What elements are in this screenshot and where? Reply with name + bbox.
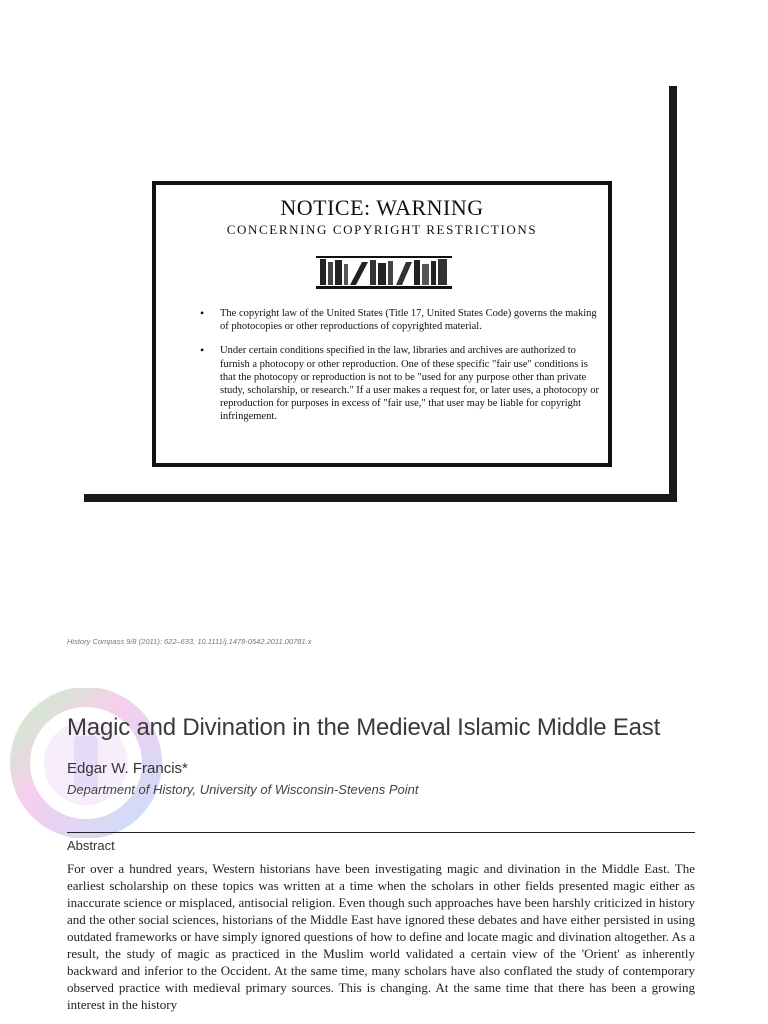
article-title: Magic and Divination in the Medieval Islamic Middle East	[67, 714, 661, 741]
notice-title: NOTICE: WARNING	[280, 195, 484, 220]
notice-bullet: • Under certain conditions specified in the law, libraries and archives are authorized to furnish a photocopy or other reproduction. One of these specific "fair use" conditions is that the photocopy or reproduction is not to be "used for any purpose other than private study, scholarship, or research." If a user makes a request for, or later uses, a photocopy or reproduction for purposes in excess of "fair use," that user may be liable for copyright infringement.	[200, 344, 600, 423]
notice-bullet-list	[200, 307, 600, 435]
abstract-heading: Abstract	[67, 838, 115, 853]
notice-subtitle: CONCERNING COPYRIGHT RESTRICTIONS	[226, 222, 538, 237]
notice-bullet: • The copyright law of the United States (Title 17, United States Code) governs the making of photocopies or other reproductions of copyrighted material.	[200, 307, 600, 333]
author-affiliation: Department of History, University of Wisconsin-Stevens Point	[67, 782, 419, 797]
journal-citation: History Compass 9/8 (2011): 622–633, 10.1111/j.1478-0542.2011.00781.x	[67, 637, 312, 646]
books-icon	[314, 250, 454, 290]
article-author: Edgar W. Francis*	[67, 760, 188, 777]
section-divider	[67, 832, 695, 833]
scan-frame-bottom-border	[84, 494, 677, 502]
copyright-notice-box	[152, 181, 612, 467]
abstract-body: For over a hundred years, Western historians have been investigating magic and divination in the Middle East. The earliest scholarship on these topics was written at a time when the scholars in other fields presented magic either as inaccurate science or misplaced, antisocial religion. Even though such approaches have been harshly criticized in history and the other social sciences, historians of the Middle East have ignored these debates and have either persisted in using outdated frameworks or have simply ignored questions of how to define and locate magic and divination altogether. As a result, the study of magic as practiced in the Muslim world validated a certain view of the 'Orient' as inherently backward and inferior to the Occident. At the same time, many scholars have also conflated the study of contemporary observed practice with medieval primary sources. This is changing. At the same time that there has been a growing interest in the history	[67, 861, 695, 1012]
scan-frame-right-border	[669, 86, 677, 498]
